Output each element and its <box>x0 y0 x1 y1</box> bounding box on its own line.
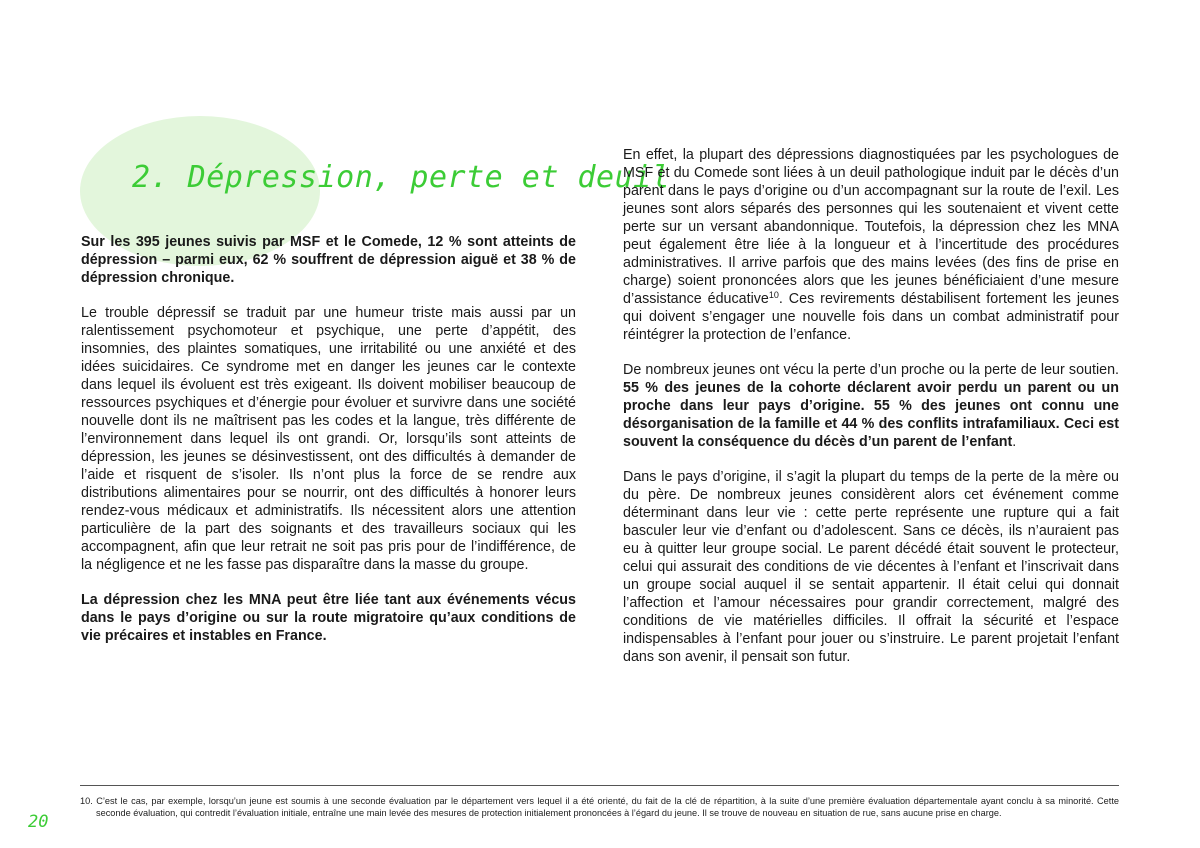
footnote-10: 10. C’est le cas, par exemple, lorsqu’un jeune est soumis à une seconde évaluation par le département vers lequel il a été orienté, du fait de la clé de répartition, à la suite d’une première évaluation départementale ayant conclu à sa minorité. Cette seconde évaluation, qui contredit l’évaluation initiale, entraîne une main levée des mesures de protection initialement prononcées à l’égard du jeune. Il se trouve de nouveau en situation de rue, sans aucune prise en charge. <box>80 796 1119 818</box>
loss-statistics-end: . <box>1012 434 1017 450</box>
right-column <box>623 146 1119 666</box>
section-title: 2. Dépression, perte et deuil <box>132 160 671 195</box>
loss-statistics-bold: 55 % des jeunes de la cohorte déclarent avoir perdu un parent ou un proche dans leur pays d’origine. 55 % des jeunes ont connu une désorganisation de la famille et 44 % des conflits intrafamiliaux. Ceci est souvent la conséquence du décès d’un parent de l’enfant <box>623 380 1119 450</box>
loss-statistics-paragraph <box>623 361 1119 451</box>
grief-paragraph-text-1: En effet, la plupart des dépressions diagnostiquées par les psychologues de MSF et du Comede sont liées à un deuil pathologique induit par le décès d’un parent dans le pays d’origine ou d’un accompagnant sur la route de l’exil. Les jeunes sont alors séparés des personnes qui les soutenaient et vivent cette perte sur un versant abandonnique. Toutefois, la dépression chez les MNA peut également être liée à la longueur et à l’incertitude des procédures administratives. Il arrive parfois que des mains levées (des fins de prise en charge) soient prononcées alors que les jeunes bénéficiaient d’une mesure d’assistance éducative <box>623 147 1119 307</box>
left-column <box>81 233 576 645</box>
grief-paragraph <box>623 146 1119 344</box>
closing-bold-paragraph: La dépression chez les MNA peut être liée tant aux événements vécus dans le pays d’origine ou sur la route migratoire qu’aux conditions de vie précaires et instables en France. <box>81 592 576 644</box>
grief-paragraph-text-2: . Ces revirements déstabilisent fortement les jeunes qui doivent s’engager une nouvelle fois dans un combat administratif pour réintégrer la protection de l’enfance. <box>623 291 1119 343</box>
intro-bold-paragraph: Sur les 395 jeunes suivis par MSF et le Comede, 12 % sont atteints de dépression – parmi eux, 62 % souffrent de dépression aiguë et 38 % de dépression chronique. <box>81 234 576 286</box>
parent-loss-paragraph: Dans le pays d’origine, il s’agit la plupart du temps de la perte de la mère ou du père. De nombreux jeunes considèrent alors cet événement comme déterminant dans leur vie : cette perte représente une rupture qui a fait basculer leur vie d’enfant ou d’adolescent. Sans ce décès, ils n’auraient pas eu à quitter leur groupe social. Le parent décédé était souvent le protecteur, celui qui assurait des conditions de vie décentes à l’enfant et l’inscrivait dans un groupe social auquel il se sentait appartenir. Il était celui qui donnait l’affection et l’amour nécessaires pour grandir correctement, malgré des conditions de vie matérielles difficiles. Il offrait la sécurité et l’espace indispensables à l’enfant pour jouer ou s’instruire. Le parent projetait l’enfant dans son avenir, il pensait son futur. <box>623 469 1119 665</box>
loss-intro-text: De nombreux jeunes ont vécu la perte d’un proche ou la perte de leur soutien. <box>623 362 1119 378</box>
page-number: 20 <box>28 812 49 832</box>
footnote-reference: 10 <box>768 290 779 300</box>
footnote-divider <box>80 785 1119 786</box>
depression-description-paragraph: Le trouble dépressif se traduit par une humeur triste mais aussi par un ralentissement psychomoteur et psychique, une perte d’appétit, des insomnies, des plaintes somatiques, une irritabilité ou une anxiété et des idées suicidaires. Ce syndrome met en danger les jeunes car le contexte dans lequel ils évoluent est très exigeant. Ils doivent mobiliser beaucoup de ressources psychiques et d’énergie pour évoluer et survivre dans une société nouvelle dont ils ne maîtrisent pas les codes et la langue, très différente de l’environnement dans lequel ils ont grandi. Or, lorsqu’ils sont atteints de dépression, les jeunes se désinvestissent, ont des difficultés à demander de l’aide et risquent de s’isoler. Ils n’ont plus la force de se rendre aux distributions alimentaires pour se nourrir, ont des difficultés à honorer leurs rendez-vous médicaux et administratifs. Ils nécessitent alors une attention particulière de la part des soignants et des travailleurs sociaux qui les accompagnent, afin que leur retrait ne soit pas pris pour de l’indifférence, de la négligence et ne les fasse pas disparaître dans la masse du groupe. <box>81 305 576 573</box>
